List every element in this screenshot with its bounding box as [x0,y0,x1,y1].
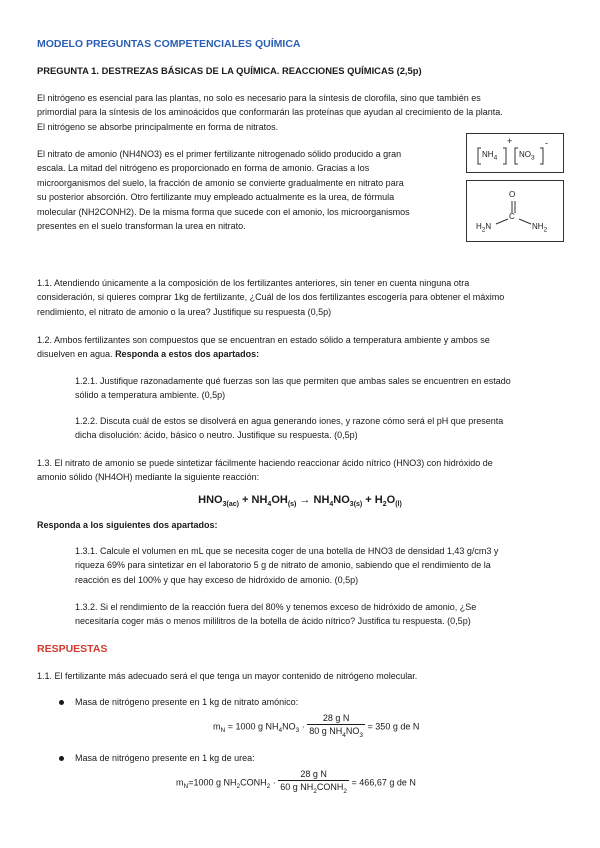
question-1-2-1 [75,374,575,403]
q131-line: riqueza 69% para sintetizar en el laboratorio 5 g de nitrato de amonio, sabiendo que el rendimiento de la [75,560,491,571]
nitrate-line: presentes en el suelo transforman la urea en nitrato. [37,221,246,232]
nitrate-line: molecular (NH2CONH2). De la misma forma que sucede con el amonio, los microorganismos [37,206,410,217]
bullet-nitrate-mass: Masa de nitrógeno presente en 1 kg de nitrato amónico: [75,697,299,707]
q132-line: necesitaría coger más o menos mililitros de la botella de ácido nítrico? Justifica tu respuesta. (0,5p) [75,616,471,627]
urea-left-amine: $H_2N$ [476,222,492,234]
q121-line: sólido a temperatura ambiente. (0,5p) [75,390,226,401]
nitrate-line: escala. La mitad del nitrógeno es proporcionado en forma de amonio. Gracias a los [37,163,370,174]
urea-carbon: C [509,212,515,221]
intro-line: El nitrógeno es esencial para las plantas, no solo es necesario para la síntesis de clorofila, sino que también es [37,93,481,103]
calc-fraction: $\frac{\text{28 g N}}{60 g NH_2CONH_2}$ [280,769,348,795]
nitrate-paragraph [37,147,457,233]
question-1-3-1 [75,544,575,587]
calc-urea-nitrogen: $m_N=1000$ g $NH_2CONH_2$ · $\frac{\text{28 g N}}{60 g NH_2CONH_2}$ = 466,67 g de N [176,768,416,798]
q12-line: disuelven en agua. Responda a estos dos apartados: [37,349,260,360]
question-1-1 [37,276,577,319]
ammonium-charge: + [507,136,513,146]
bullet-urea-mass: Masa de nitrógeno presente en 1 kg de urea: [75,753,255,763]
q122-line: 1.2.2. Discuta cuál de estos se disolverá en agua generando iones, y razone cómo será el pH que presenta [75,416,504,426]
answer-1-1: 1.1. El fertilizante más adecuado será el que tenga un mayor contenido de nitrógeno molecular. [37,671,418,681]
q13-line: 1.3. El nitrato de amonio se puede sintetizar fácilmente haciendo reaccionar ácido nítrico (HNO3) con hidróxido de [37,458,493,468]
nitrate-line: microorganismos del suelo, la fracción de amonio se convierte gradualmente en nitrato para [37,177,404,188]
q131-line: reacción es del 100% y que hay exceso de hidróxido de amonio. (0,5p) [75,574,359,585]
bullet-point [59,756,64,761]
q12-line: 1.2. Ambos fertilizantes son compuestos que se encuentran en estado sólido a temperatura ambiente y ambos se [37,335,490,345]
q13-line: amonio sólido (NH4OH) mediante la siguiente reacción: [37,472,260,483]
question-1-2-2 [75,414,575,443]
urea-structure [466,180,564,242]
calc-nitrate-nitrogen: $m_N = 1000$ g $NH_4NO_3$ · $\frac{\text{28 g N}}{80 g NH_4NO_3}$ = 350 g de N [213,712,419,742]
intro-line: primordial para la síntesis de los aminoácidos que conformarán las proteínas que ayudan al crecimiento de la planta. [37,107,503,118]
reaction-equation: $HNO_{3(ac)} + NH_4OH_{(s)} \to NH_4NO_{3(s)} + H_2O_{(l)}$ [198,494,402,509]
respond-instruction: Responda a los siguientes dos apartados: [37,520,218,530]
question-1-3 [37,456,577,485]
q11-line: rendimiento, el nitrato de amonio o la urea? Justifique su respuesta (0,5p) [37,306,332,317]
q121-line: 1.2.1. Justifique razonadamente qué fuerzas son las que permiten que ambas sales se encuentren en estado [75,376,511,386]
nitrate-line: El nitrato de amonio (NH4NO3) es el primer fertilizante nitrogenado sólido producido a gran [37,149,402,159]
question-1-2 [37,333,577,362]
urea-oxygen: O [509,190,516,199]
question-1-3-2 [75,600,575,629]
ammonium-ion: $NH_4$ [482,150,498,162]
q11-line: consideración, si quieres comprar 1kg de fertilizante, ¿Cuál de los dos fertilizantes escogería para obtener el máximo [37,292,505,303]
intro-line: El nitrógeno se absorbe principalmente en forma de nitratos. [37,121,279,132]
bullet-point [59,700,64,705]
nitrate-line: su posterior absorción. Otro fertilizante muy empleado actualmente es la urea, de fórmula [37,192,395,203]
nitrate-charge: - [545,138,548,148]
intro-paragraph [37,91,567,134]
q11-line: 1.1. Atendiendo únicamente a la composición de los fertilizantes anteriores, sin tener en cuenta ninguna otra [37,278,470,288]
nitrate-ion: $NO_3$ [519,150,535,162]
document-title: MODELO PREGUNTAS COMPETENCIALES QUÍMICA [37,38,301,50]
q122-line: dicha disolución: ácido, básico o neutro. Justifique su respuesta. (0,5p) [75,430,358,441]
calc-fraction: $\frac{\text{28 g N}}{80 g NH_4NO_3}$ [309,713,364,739]
answers-heading: RESPUESTAS [37,643,108,655]
urea-right-amine: $NH_2$ [532,222,548,234]
q12-instruction: Responda a estos dos apartados: [115,349,260,360]
q132-line: 1.3.2. Si el rendimiento de la reacción fuera del 80% y tenemos exceso de hidróxido de amonio, ¿Se [75,602,477,612]
question-1-heading: PREGUNTA 1. DESTREZAS BÁSICAS DE LA QUÍMICA. REACCIONES QUÍMICAS (2,5p) [37,65,422,76]
ammonium-nitrate-structure [466,133,564,173]
q131-line: 1.3.1. Calcule el volumen en mL que se necesita coger de una botella de HNO3 de densidad 1,43 g/cm3 y [75,546,499,556]
